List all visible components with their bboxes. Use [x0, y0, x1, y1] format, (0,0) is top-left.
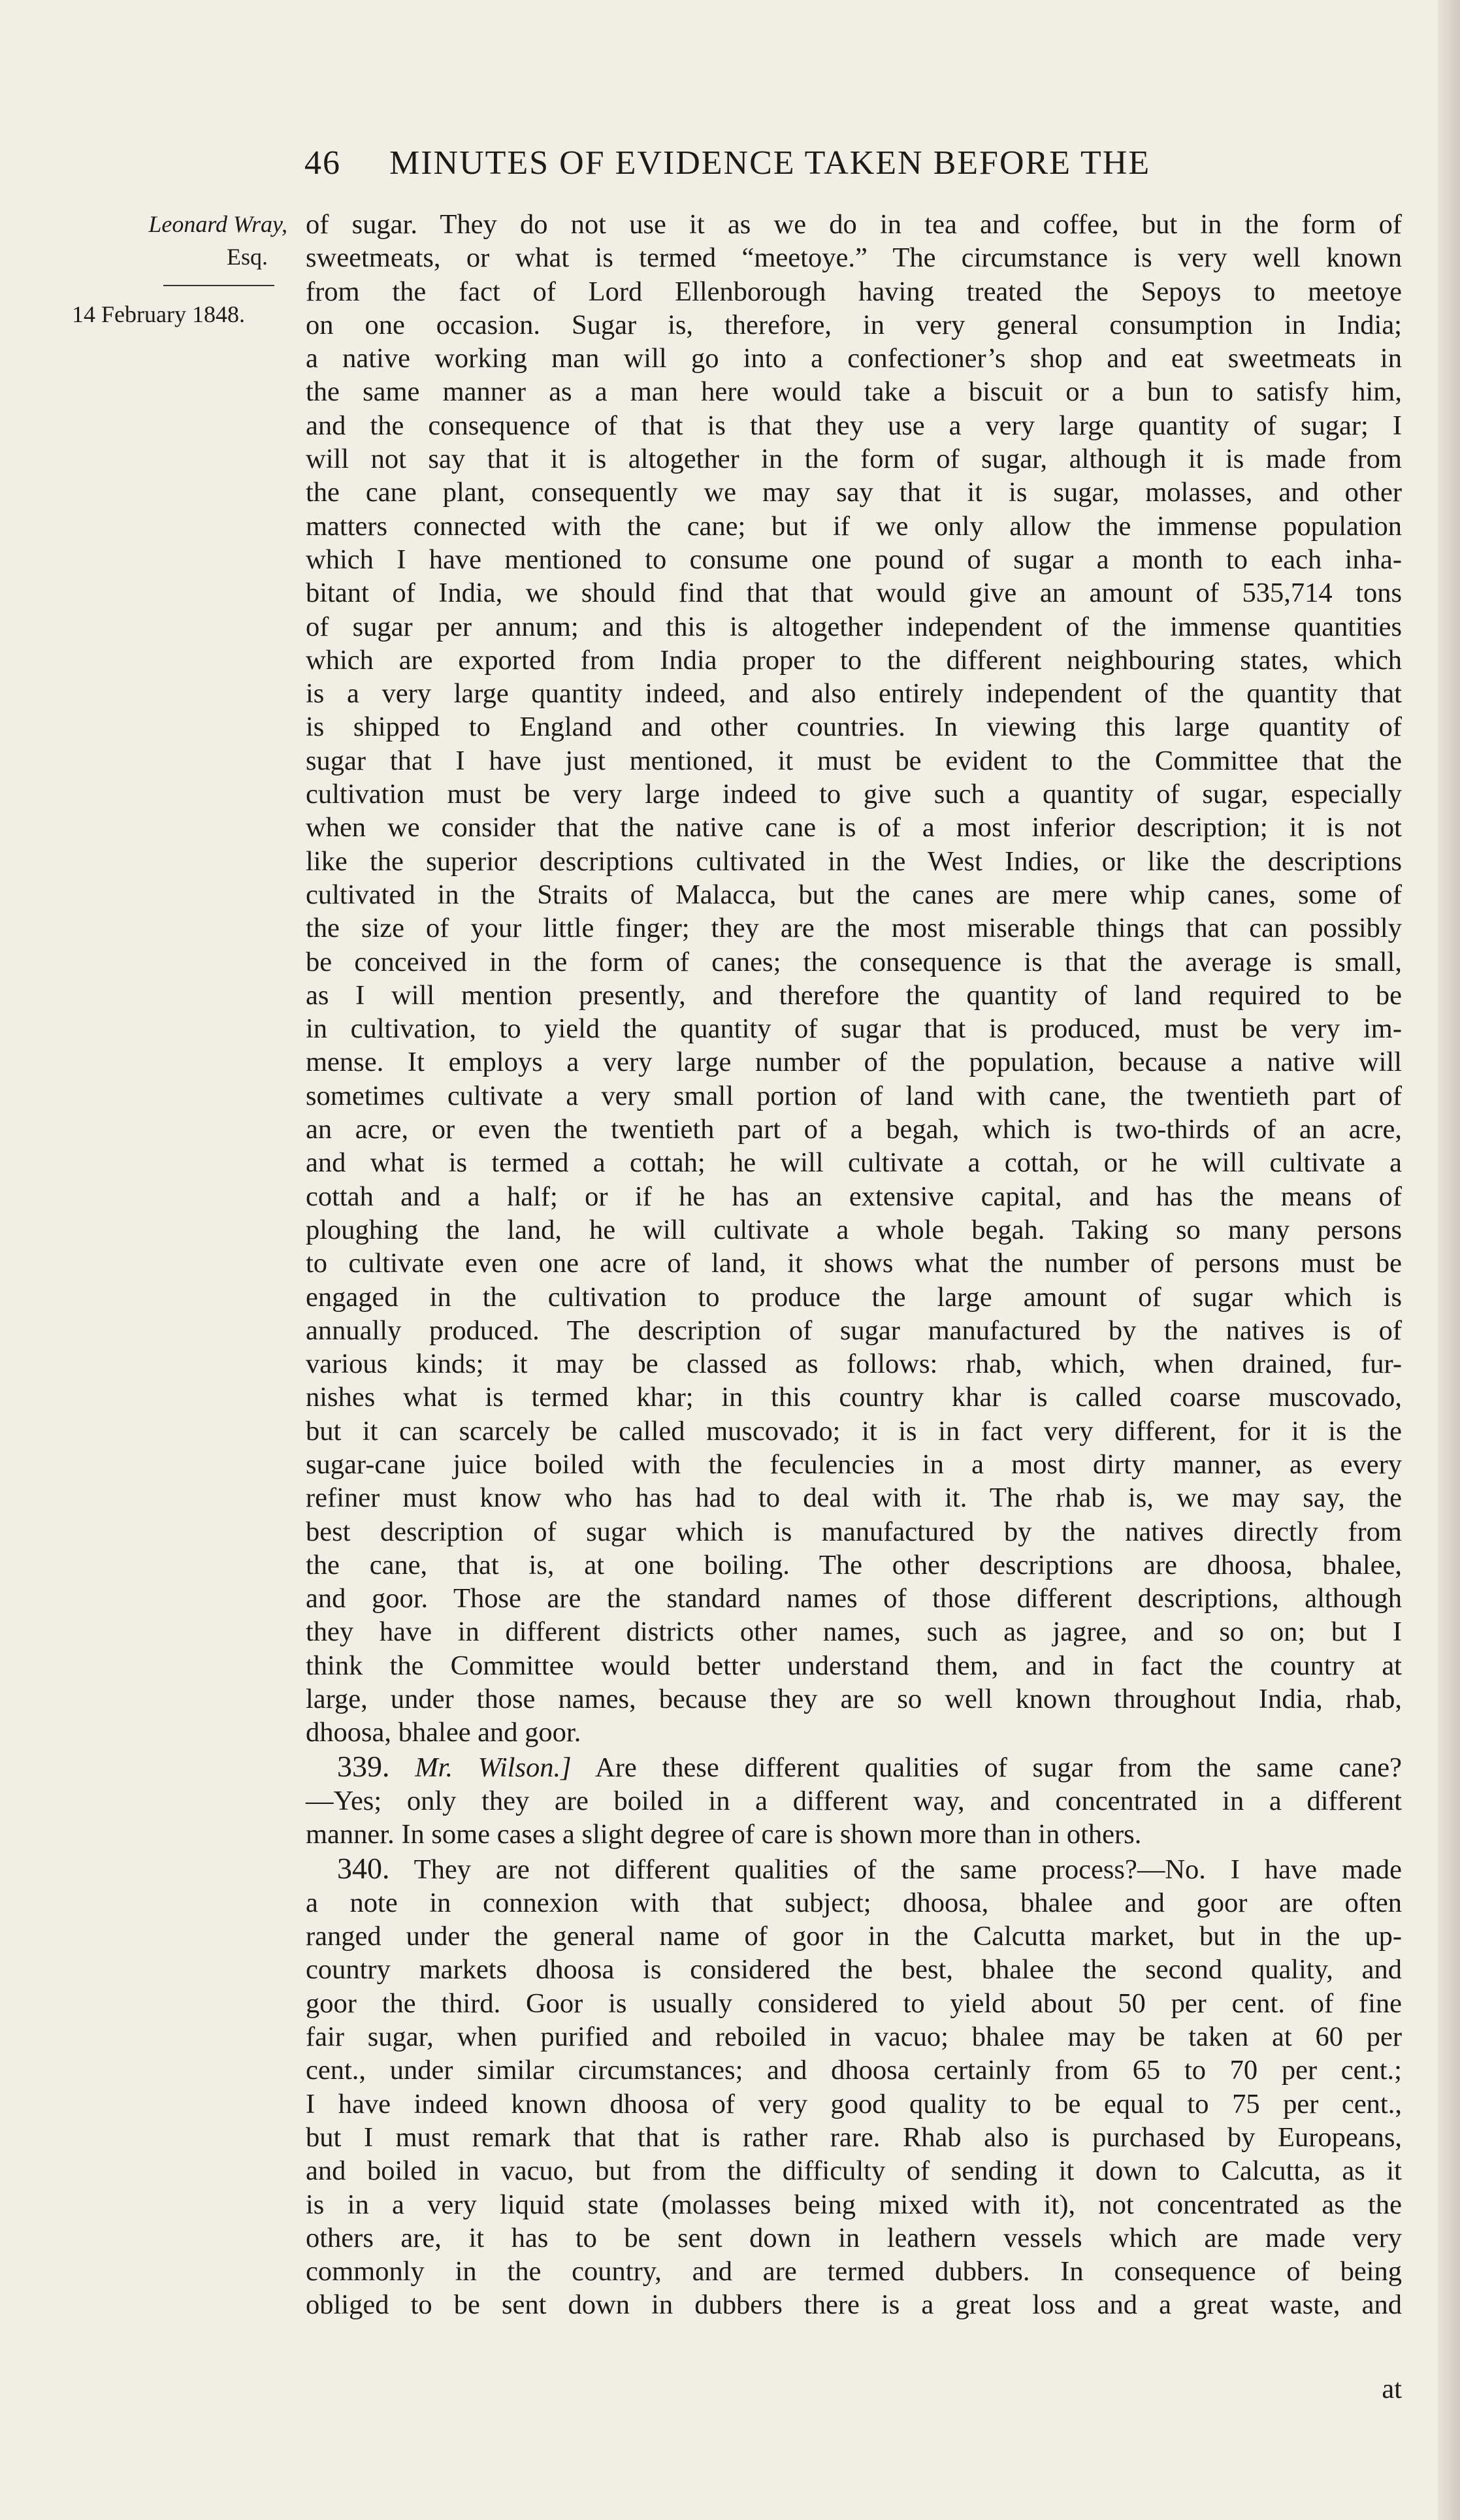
text-line: the cane, that is, at one boiling. The other descriptions are dhoosa, bhalee, [306, 1549, 1402, 1580]
text-line: others are, it has to be sent down in leathern vessels which are made very [306, 2222, 1402, 2253]
text-line: dhoosa, bhalee and goor. [306, 1717, 581, 1748]
paragraph [306, 208, 1402, 1750]
page-number: 46 [304, 144, 341, 182]
text-line: the size of your little finger; they are the most miserable things that can possibly [306, 913, 1402, 944]
text-line: but I must remark that that is rather rare. Rhab also is purchased by Europeans, [306, 2121, 1402, 2153]
text-line: from the fact of Lord Ellenborough having treated the Sepoys to meetoye [306, 276, 1402, 307]
body-text [306, 208, 1402, 2322]
text-line: and what is termed a cottah; he will cultivate a cottah, or he will cultivate a [306, 1147, 1402, 1179]
text-line: a native working man will go into a confectioner’s shop and eat sweetmeats in [306, 343, 1402, 374]
text-line: —Yes; only they are boiled in a different way, and concentrated in a different [306, 1785, 1402, 1816]
text-line: be conceived in the form of canes; the consequence is that the average is small, [306, 946, 1402, 977]
text-line: the cane plant, consequently we may say that it is sugar, molasses, and other [306, 477, 1402, 508]
text-line: manner. In some cases a slight degree of care is shown more than in others. [306, 1819, 1142, 1850]
text-line: sometimes cultivate a very small portion of land with cane, the twentieth part of [306, 1080, 1402, 1111]
text-line: will not say that it is altogether in the form of sugar, although it is made from [306, 444, 1402, 475]
text-line: a note in connexion with that subject; dhoosa, bhalee and goor are often [306, 1887, 1402, 1918]
text-line: is a very large quantity indeed, and also entirely independent of the quantity that [306, 678, 1402, 710]
margin-rule [163, 285, 274, 286]
text-line: in cultivation, to yield the quantity of sugar that is produced, must be very im- [306, 1013, 1402, 1045]
text-line: sugar-cane juice boiled with the feculencies in a most dirty manner, as every [306, 1448, 1402, 1480]
text-line: commonly in the country, and are termed dubbers. In consequence of being [306, 2256, 1402, 2287]
text-line: cottah and a half; or if he has an extensive capital, and has the means of [306, 1181, 1402, 1212]
witness-title: Esq. [227, 244, 268, 270]
text-line: of sugar. They do not use it as we do in tea and coffee, but in the form of [306, 209, 1402, 240]
paragraph [306, 1852, 1402, 2322]
running-title: MINUTES OF EVIDENCE TAKEN BEFORE THE [389, 144, 1151, 182]
text-line: is in a very liquid state (molasses being mixed with it), not concentrated as the [306, 2189, 1402, 2220]
text-line: goor the third. Goor is usually considered to yield about 50 per cent. of fine [306, 1988, 1402, 2019]
line-text: They are not different qualities of the same process?—No. I have made [414, 1854, 1403, 1885]
questioner-name: Mr. Wilson.] [415, 1752, 572, 1783]
text-line: when we consider that the native cane is of a most inferior description; it is not [306, 812, 1402, 843]
text-line: various kinds; it may be classed as follows: rhab, which, when drained, fur- [306, 1349, 1402, 1380]
text-line: but it can scarcely be called muscovado; it is in fact very different, for it is the [306, 1415, 1402, 1447]
text-line: best description of sugar which is manufactured by the natives directly from [306, 1516, 1402, 1547]
witness-name: Leonard Wray, [148, 211, 287, 237]
text-line: and goor. Those are the standard names of those different descriptions, although [306, 1583, 1402, 1614]
text-line: obliged to be sent down in dubbers there is a great loss and a great waste, and [306, 2289, 1402, 2321]
running-head [304, 140, 1258, 186]
text-line: refiner must know who has had to deal with it. The rhab is, we may say, the [306, 1482, 1402, 1514]
text-line [306, 1750, 1402, 1784]
question-number: 340. [337, 1851, 390, 1885]
page-edge-shadow [1438, 0, 1460, 2520]
text-line: they have in different districts other names, such as jagree, and so on; but I [306, 1616, 1402, 1648]
text-line: ploughing the land, he will cultivate a whole begah. Taking so many persons [306, 1214, 1402, 1245]
paragraph [306, 1750, 1402, 1852]
text-line: of sugar per annum; and this is altogether independent of the immense quantities [306, 611, 1402, 642]
text-line: sugar that I have just mentioned, it must be evident to the Committee that the [306, 745, 1402, 776]
text-line: as I will mention presently, and therefore the quantity of land required to be [306, 979, 1402, 1011]
margin-note [72, 208, 287, 331]
line-text: Are these different qualities of sugar from the same cane? [595, 1752, 1403, 1783]
text-line: nishes what is termed khar; in this country khar is called coarse muscovado, [306, 1382, 1402, 1413]
text-line: cultivated in the Straits of Malacca, but the canes are mere whip canes, some of [306, 879, 1402, 910]
text-line: country markets dhoosa is considered the best, bhalee the second quality, and [306, 1954, 1402, 1986]
text-line: annually produced. The description of sugar manufactured by the natives is of [306, 1315, 1402, 1346]
text-line [306, 1852, 1402, 1886]
question-number: 339. [337, 1749, 390, 1783]
text-line: bitant of India, we should find that that would give an amount of 535,714 tons [306, 578, 1402, 609]
text-line: is shipped to England and other countries. In viewing this large quantity of [306, 712, 1402, 743]
text-line: sweetmeats, or what is termed “meetoye.” The circumstance is very well known [306, 242, 1402, 274]
catchword: at [1382, 2374, 1402, 2404]
text-line: and the consequence of that is that they use a very large quantity of sugar; I [306, 410, 1402, 441]
text-line: like the superior descriptions cultivated in the West Indies, or like the descriptions [306, 845, 1402, 877]
text-line: I have indeed known dhoosa of very good quality to be equal to 75 per cent., [306, 2088, 1402, 2119]
text-line: engaged in the cultivation to produce the large amount of sugar which is [306, 1281, 1402, 1313]
text-line: which are exported from India proper to the different neighbouring states, which [306, 644, 1402, 676]
text-line: on one occasion. Sugar is, therefore, in very general consumption in India; [306, 309, 1402, 340]
text-line: to cultivate even one acre of land, it shows what the number of persons must be [306, 1248, 1402, 1279]
text-line: matters connected with the cane; but if we only allow the immense population [306, 510, 1402, 542]
text-line: which I have mentioned to consume one pound of sugar a month to each inha- [306, 544, 1402, 575]
text-line: large, under those names, because they are so well known throughout India, rhab, [306, 1684, 1402, 1715]
text-line: an acre, or even the twentieth part of a begah, which is two-thirds of an acre, [306, 1114, 1402, 1145]
text-line: mense. It employs a very large number of the population, because a native will [306, 1047, 1402, 1078]
text-line: ranged under the general name of goor in the Calcutta market, but in the up- [306, 1921, 1402, 1952]
text-line: the same manner as a man here would take a biscuit or a bun to satisfy him, [306, 376, 1402, 408]
text-line: cent., under similar circumstances; and dhoosa certainly from 65 to 70 per cent.; [306, 2055, 1402, 2086]
text-line: and boiled in vacuo, but from the difficulty of sending it down to Calcutta, as it [306, 2155, 1402, 2187]
text-line: fair sugar, when purified and reboiled in vacuo; bhalee may be taken at 60 per [306, 2021, 1402, 2053]
testimony-date: 14 February 1848. [72, 301, 245, 327]
text-line: cultivation must be very large indeed to give such a quantity of sugar, especially [306, 779, 1402, 810]
text-line: think the Committee would better understand them, and in fact the country at [306, 1650, 1402, 1681]
